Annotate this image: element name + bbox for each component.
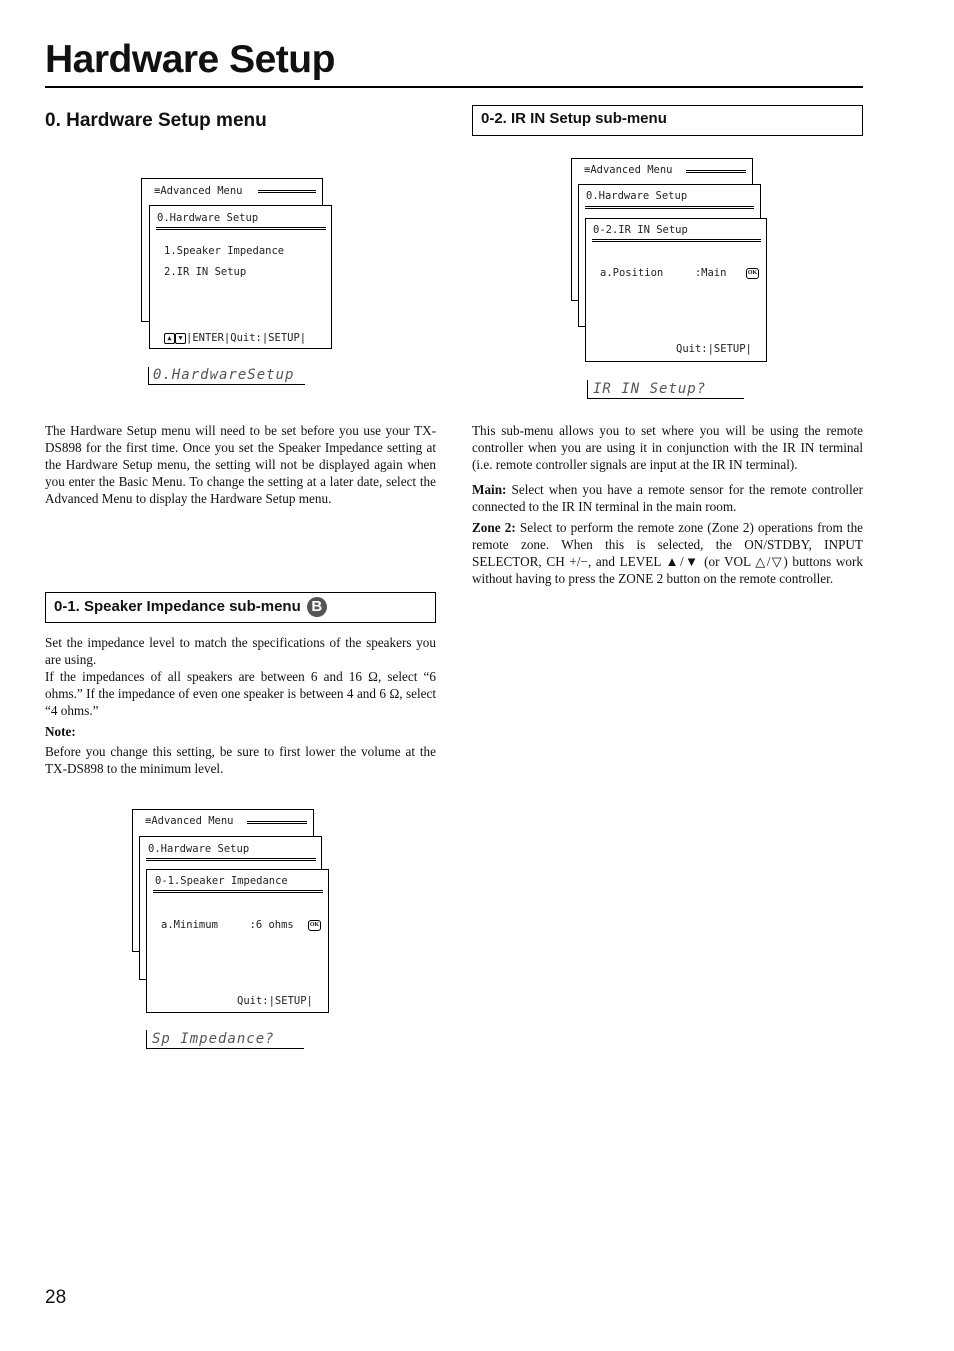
lcd-text: IR IN Setup? — [593, 381, 707, 397]
page-number: 28 — [45, 1287, 67, 1308]
ir-in-setup-window — [585, 218, 767, 362]
speaker-impedance-ohms: If the impedances of all speakers are between 6 and 16 Ω, select “6 ohms.” If the impedance of even one speaker is between 4 and 6 Ω, select “4 ohms.” — [45, 669, 436, 718]
title-rule — [45, 86, 863, 88]
advanced-menu-window: ≡Advanced Menu — [141, 178, 323, 322]
note-label: Note: — [45, 724, 76, 739]
speaker-impedance-intro: Set the impedance level to match the specifications of the speakers you are using. — [45, 635, 436, 667]
section-heading-ir-in-setup: 0-2. IR IN Setup sub-menu — [472, 105, 863, 136]
lcd-text: 0.HardwareSetup — [153, 367, 295, 383]
hardware-setup-description: The Hardware Setup menu will need to be set before you use your TX-DS898 for the first time. Once you set the Speaker Impedance setting at the Hardware Setup menu, the setting will not be displayed again when you enter the Basic Menu. To change the setting at a later date, select the Advanced Menu to display the Hardware Setup menu. — [45, 423, 436, 506]
note-body: Before you change this setting, be sure to first lower the volume at the TX-DS898 to the minimum level. — [45, 744, 436, 776]
position-row: a.Position :Main — [600, 267, 727, 279]
quit-setup-footer: Quit:|SETUP| — [237, 995, 313, 1007]
main-option: Main: Select when you have a remote sensor for the remote controller connected to the IR IN terminal in the main room. — [472, 482, 863, 514]
b-badge-icon: B — [307, 597, 327, 617]
advanced-menu-title: Advanced Menu — [151, 815, 234, 827]
menu-item-speaker-impedance: 1.Speaker Impedance — [164, 245, 285, 257]
page-title: Hardware Setup — [45, 38, 335, 81]
ir-in-intro: This sub-menu allows you to set where you will be using the remote controller when you are using it in conjunction with the IR IN terminal (i.e. remote controller signals are input at the IR IN terminal). — [472, 423, 863, 472]
hardware-setup-title: 0.Hardware Setup — [586, 190, 688, 202]
speaker-impedance-window — [146, 869, 329, 1013]
lcd-display — [146, 1030, 304, 1049]
lcd-text: Sp Impedance? — [152, 1031, 275, 1047]
speaker-impedance-description — [45, 634, 436, 781]
advanced-menu-window: ≡Advanced Menu — [571, 158, 753, 301]
lcd-display — [587, 380, 744, 399]
hardware-setup-window — [149, 205, 332, 349]
menu-footer: |ENTER|Quit:|SETUP| — [186, 332, 307, 344]
minimum-ohms-row: a.Minimum :6 ohms — [161, 919, 294, 931]
ir-in-setup-description — [472, 422, 863, 591]
enter-key-icon: OK — [746, 268, 759, 279]
ir-in-setup-title: 0-2.IR IN Setup — [593, 224, 688, 236]
menu-item-ir-in-setup: 2.IR IN Setup — [164, 266, 247, 278]
section-heading-speaker-impedance: 0-1. Speaker Impedance sub-menu B — [45, 592, 436, 623]
enter-key-icon: OK — [308, 920, 321, 931]
section-heading-hardware-setup-menu: 0. Hardware Setup menu — [45, 110, 267, 131]
down-arrow-key-icon: ▼ — [175, 333, 186, 344]
hardware-setup-title: 0.Hardware Setup — [148, 843, 250, 855]
quit-setup-footer: Quit:|SETUP| — [676, 343, 752, 355]
speaker-impedance-title: 0-1.Speaker Impedance — [155, 875, 288, 887]
advanced-menu-window: ≡Advanced Menu — [132, 809, 314, 952]
up-arrow-key-icon: ▲ — [164, 333, 175, 344]
advanced-menu-title: Advanced Menu — [590, 164, 673, 176]
lcd-display — [148, 367, 305, 385]
zone2-option: Zone 2: Select to perform the remote zone (Zone 2) operations from the remote zone. When this is selected, the ON/STDBY, INPUT SELECTOR, CH +/−, and LEVEL ▲/▼ (or VOL △/▽) buttons work without having to press the ZONE 2 button on the remote controller. — [472, 520, 864, 586]
advanced-menu-title: Advanced Menu — [160, 185, 243, 197]
hardware-setup-title: 0.Hardware Setup — [157, 212, 259, 224]
